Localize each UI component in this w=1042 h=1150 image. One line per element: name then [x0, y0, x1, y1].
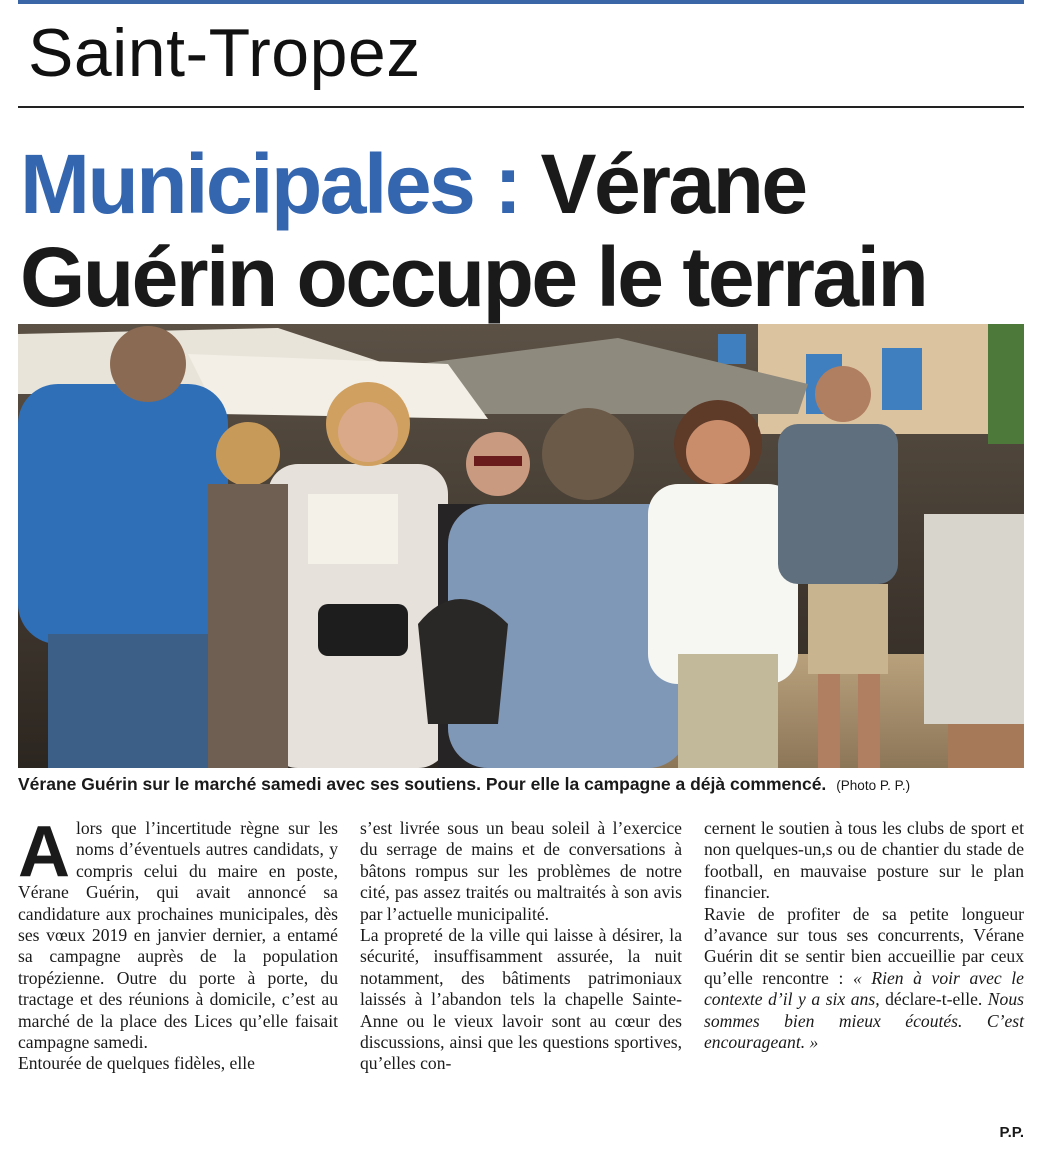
- photo-caption: [18, 774, 1028, 795]
- headline-kicker: Municipales :: [20, 137, 520, 231]
- section-title: Saint-Tropez: [28, 15, 421, 91]
- article-column-2: [360, 818, 682, 1075]
- top-accent-rule: [18, 0, 1024, 4]
- article-column-1: [18, 812, 338, 1075]
- col1-paragraph-2: Entourée de quelques fidèles, elle: [18, 1053, 255, 1074]
- article-column-3: [704, 818, 1024, 1053]
- headline-line1: Vérane: [519, 137, 806, 231]
- col2-paragraph-2: La propreté de la ville qui laisse à désirer, la sécurité, insuffisamment assurée, la nuit notamment, des bâtiments patrimoniaux laissés à l’abandon tels la chapelle Sainte-Anne ou le vieux lavoir sont au cœur des discussions, ainsi que les questions sportives, qu’elles con-: [360, 925, 682, 1074]
- author-signature: P.P.: [999, 1124, 1024, 1141]
- market-photo: [18, 324, 1024, 768]
- col2-paragraph-1: s’est livrée sous un beau soleil à l’exercice du serrage de mains et de conversations à bâtons rompus sur les problèmes de notre cité, pas assez traités ou maltraités à son avis par l’actuelle municipalité.: [360, 818, 682, 924]
- caption-text: Vérane Guérin sur le marché samedi avec ses soutiens. Pour elle la campagne a déjà commencé.: [18, 774, 827, 794]
- col1-paragraph: lors que l’incertitude règne sur les noms d’éventuels autres candidats, y compris celui du maire en poste, Vérane Guérin, qui avait annoncé sa candidature aux prochaines municipales, dès ses vœux 2019 en janvier dernier, a entamé sa campagne auprès de la population tropézienne. Outre du porte à porte, du tractage et des réunions à domicile, c’est au marché de la place des Lices qu’elle faisait campagne samedi.: [18, 818, 338, 1053]
- drop-cap: A: [18, 812, 70, 892]
- quote-part-1: « Rien à voir avec le contexte d’il y a six ans,: [704, 967, 1024, 1010]
- quote-part-2: Nous sommes bien mieux écoutés. C’est encourageant. »: [704, 989, 1024, 1053]
- headline: [20, 138, 1030, 324]
- headline-line2: Guérin occupe le terrain: [20, 230, 927, 324]
- quote-attribution: déclare-t-elle.: [879, 989, 988, 1010]
- section-divider: [18, 106, 1024, 108]
- col3-paragraph-1: cernent le soutien à tous les clubs de sport et non quelques-un,s ou de chantier du stade de football, en mauvaise posture sur le plan financier.: [704, 818, 1024, 903]
- col3-paragraph-2: Ravie de profiter de sa petite longueur d’avance sur tous ses concurrents, Vérane Guérin dit se sentir bien accueillie par ceux qu’elle rencontre :: [704, 903, 1024, 988]
- photo-credit: (Photo P. P.): [836, 778, 911, 793]
